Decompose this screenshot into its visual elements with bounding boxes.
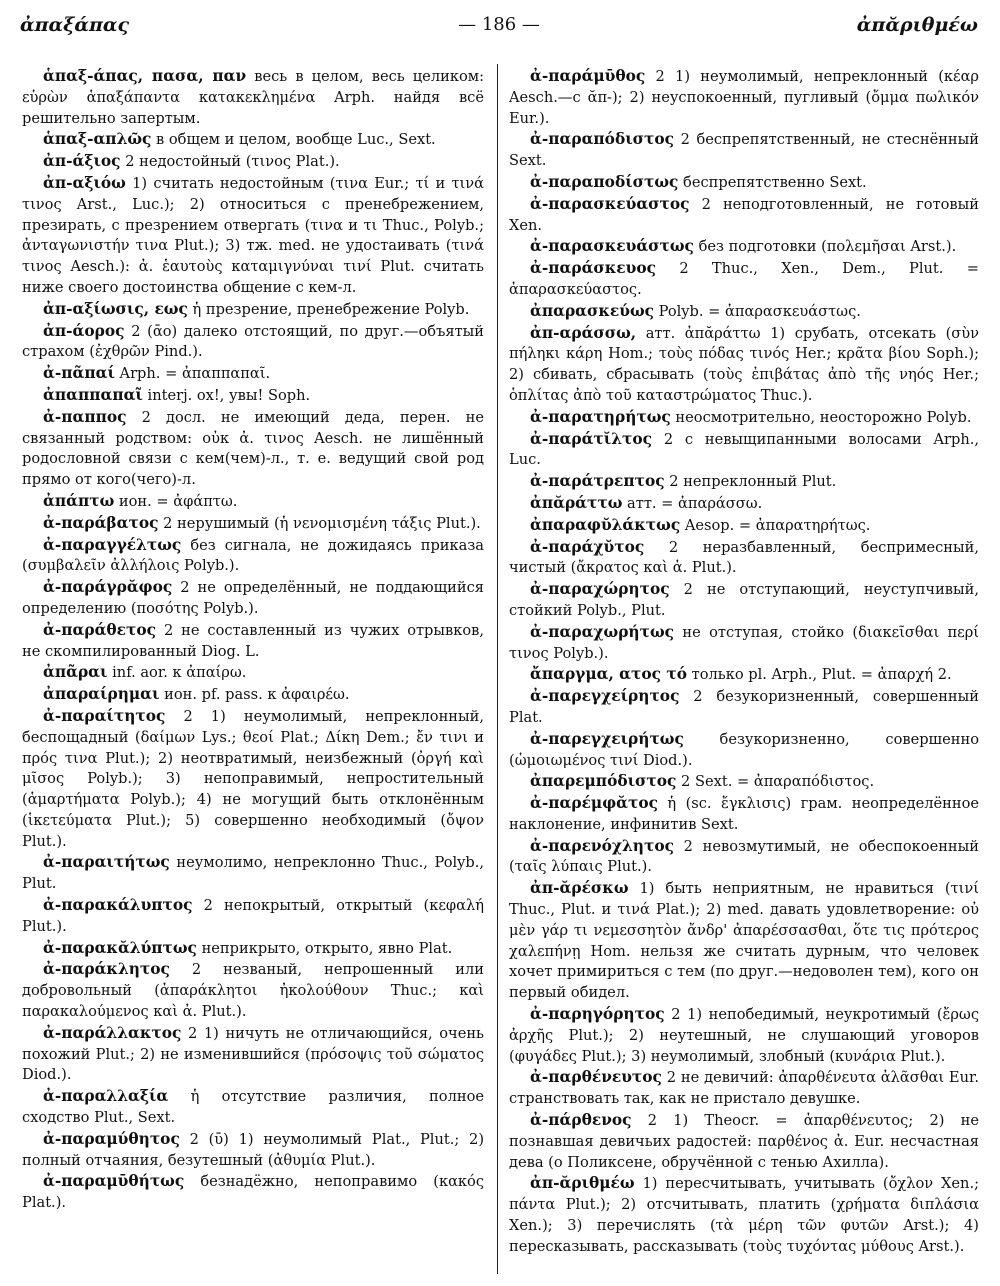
header-left-catchword: ἀπαξάπας [20, 14, 130, 36]
entry-headword: ἀπ-ᾰριθμέω [530, 1174, 635, 1193]
dictionary-entry [22, 66, 484, 129]
entry-definition: 1) считать недостойным (τινα Eur.; τί и τινά τινος Arst., Luc.); 2) относиться с пренебрежением, презирать, с презрением отвергать (τινα и τι Thuc., Polyb.; ἀνταγωνιστήν τινα Plut.); 3) тж. med. не удостаивать (τινά τινος Aesch.): ἀ. ἑαυτοὺς καταμιγνύναι τινί Plut. считать ниже своего достоинства общение с кем-л. [22, 174, 485, 296]
dictionary-entry [509, 129, 979, 172]
dictionary-entry [22, 385, 484, 407]
dictionary-entry [22, 1086, 484, 1129]
entry-definition: безнадёжно, непоправимо (κακός Plat.). [22, 1173, 485, 1212]
dictionary-entry [509, 429, 979, 472]
entry-headword: ἀ-παράλλακτος [43, 1023, 182, 1042]
entry-headword: ἁπαξ-άπας, πασα, παν [43, 67, 247, 85]
entry-headword: ἀ-παράχῠτος [530, 537, 645, 556]
entry-definition: 2 Sext. = ἀπαραπόδιστος. [681, 773, 875, 791]
entry-definition: весь в целом, весь целиком: εὑρὼν ἁπαξάπαντα κατακεκλημένα Arph. найдя всё решительно запертым. [22, 68, 484, 127]
header-right-catchword: ἀπᾰριθμέω [856, 14, 978, 36]
dictionary-entry [22, 662, 484, 684]
dictionary-entry [22, 129, 484, 151]
dictionary-entry [509, 622, 979, 665]
entry-headword: ἀ-παράθετος [43, 620, 157, 639]
dictionary-entry [509, 515, 979, 537]
entry-definition: 2 неразбавленный, беспримесный, чистый (ἄκρατος καὶ ἀ. Plut.). [509, 538, 979, 577]
entry-headword: ἀ-πᾶπαί [43, 364, 115, 383]
entry-definition: 2 непреклонный Plut. [669, 473, 837, 491]
dictionary-entry [22, 407, 484, 491]
entry-definition: 2 беспрепятственный, не стеснённый Sext. [509, 131, 980, 170]
entry-headword: ἀ-παρεγχείρητος [530, 687, 680, 706]
entry-definition: 2 1) неумолимый, непреклонный (κέαρ Aesch.—с ᾰπ-); 2) неуспокоенный, пугливый (ὄμμα πωλικόν Eur.). [509, 68, 980, 127]
entry-headword: ἀ-παραπόδιστος [530, 130, 675, 149]
entry-definition: inf. aor. к ἀπαίρω. [112, 664, 247, 682]
dictionary-entry [509, 236, 979, 258]
entry-definition: ион. pf. pass. к ἀφαιρέω. [164, 686, 350, 704]
entry-headword: ἀπαρεμπόδιστος [530, 772, 677, 791]
dictionary-entry [22, 706, 484, 853]
dictionary-entry [22, 299, 484, 321]
entry-headword: ἀπ-αξιόω [43, 173, 126, 192]
dictionary-entry [22, 173, 484, 299]
dictionary-entry [509, 793, 979, 836]
entry-definition: interj. ох!, увы! Soph. [147, 386, 311, 404]
entry-headword: ἀ-παρενόχλητος [530, 836, 674, 855]
entry-headword: ἀ-παραμῡθήτως [43, 1172, 185, 1191]
entry-headword: ἀ-παρθένευτος [530, 1068, 662, 1087]
entry-definition: неосмотрительно, неосторожно Polyb. [675, 408, 972, 426]
entry-headword: ἀ-παραμύθητος [43, 1129, 180, 1148]
entry-headword: ἄπαργμα, ατος τό [530, 665, 687, 684]
entry-definition: 1) пересчитывать, учитывать (ὄχλον Xen.; πάντα Plut.); 2) отсчитывать, платить (χρήματα διπλάσια Xen.); 3) перечислять (τὰ μέρη τῶν φυτῶν Arst.); 4) пересказывать, рассказывать (τοὺς τυχόντας μύθους Arst.). [509, 1175, 979, 1255]
entry-definition: Arph. = ἀπαππαπαῖ. [119, 365, 271, 383]
dictionary-entry [22, 151, 484, 173]
dictionary-entry [22, 852, 484, 895]
left-column [22, 66, 484, 1214]
dictionary-entry [22, 535, 484, 578]
entry-definition: 2 невозмутимый, не обеспокоенный (ταῖς λύπαις Plut.). [509, 837, 979, 876]
entry-headword: ἀπ-άξιος [43, 152, 121, 171]
entry-headword: ἀπᾶραι [43, 663, 108, 682]
entry-headword: ἀπ-αράσσω, [530, 323, 637, 342]
entry-definition: без подготовки (πολεμῆσαι Arst.). [698, 238, 957, 256]
entry-headword: ἀ-παρακᾰλύπτως [43, 938, 197, 957]
dictionary-entry [509, 836, 979, 879]
entry-definition: 2 Thuc., Xen., Dem., Plut. = ἀπαρασκεύαστος. [509, 260, 979, 298]
entry-headword: ἀ-παράμῡθος [530, 67, 646, 85]
entry-definition: не отступая, стойко (διακεῖσθαι περί τινος Polyb.). [509, 623, 980, 662]
dictionary-entry [22, 938, 484, 960]
entry-definition: безукоризненно, совершенно (ὡμοιωμένος τινί Diod.). [509, 730, 980, 769]
dictionary-entry [509, 471, 979, 493]
entry-definition: 2 нерушимый (ἡ νενομισμένη τάξις Plut.). [163, 514, 481, 532]
entry-definition: беспрепятственно Sext. [683, 173, 867, 191]
dictionary-entry [509, 323, 979, 407]
entry-headword: ἀ-παραχωρήτως [530, 622, 675, 641]
entry-headword: ἀ-παρατηρήτως [530, 407, 671, 426]
entry-headword: ἀπ-ᾰρέσκω [530, 879, 629, 898]
entry-definition: 2 1) Theocr. = ἀπαρθένευτος; 2) не познавшая девичьих радостей: παρθένος ἀ. Eur. несчастная дева (о Поликсене, обручённой с тенью Ахилла). [509, 1112, 980, 1171]
entry-headword: ἀ-παρεγχειρήτως [530, 729, 684, 748]
entry-definition: неприкрыто, открыто, явно Plat. [201, 939, 453, 957]
entry-headword: ἀ-παρέμφᾰτος [530, 794, 658, 813]
page-header [20, 14, 978, 46]
entry-headword: ἀ-παρηγόρητος [530, 1005, 665, 1024]
entry-definition: 1) быть неприятным, не нравиться (τινί Thuc., Plut. и τινά Plat.); 2) med. давать удовлетворение: οὐ μὲν γάρ τι νεμεσσητὸν ἄνδρ' ἀπαρέσσασθαι, ὅτε τις πρότερος χαλεπήνῃ Hom. нельзя же считать дурным, что человек хочет примириться с тем (по друг.—недоволен тем), кого он первый обидел. [509, 880, 979, 1002]
dictionary-entry [22, 1023, 484, 1086]
entry-headword: ἀ-παραιτήτως [43, 853, 170, 872]
entry-headword: ἀ-παραλλαξία [43, 1087, 169, 1106]
entry-headword: ἀπ-αξίωσις, εως [43, 299, 188, 318]
entry-headword: ἀ-παράβατος [43, 513, 159, 532]
entry-headword: ἀπαραφῠλάκτως [530, 515, 681, 534]
dictionary-entry [22, 1171, 484, 1214]
entry-definition: 2 с невыщипанными волосами Arph., Luc. [509, 430, 980, 469]
entry-definition: атт. = ἀπαράσσω. [627, 494, 763, 512]
right-column [509, 66, 979, 1258]
dictionary-entry [509, 1110, 979, 1173]
entry-headword: ἀ-παρακάλυπτος [43, 896, 193, 915]
entry-headword: ἀπαραίρημαι [43, 685, 160, 704]
entry-definition: 2 досл. не имеющий деда, перен. не связанный родством: οὐκ ἀ. τινος Aesch. не лишённый родословной связи с кем(чем)-л., т. е. ведущий свой род прямо от кого(чего)-л. [22, 408, 485, 489]
entry-headword: ἀ-παρασκεύαστος [530, 194, 690, 213]
dictionary-entry [509, 1067, 979, 1110]
entry-definition: 2 1) неумолимый, непреклонный, беспощадный (δαίμων Lys.; θεοί Plat.; Δίκη Dem.; ἔν τινι и πρός τινα Plut.); 2) неотвратимый, неизбежный (ὀργή καὶ μῖσος Polyb.); 3) непоправимый, непростительный (ἁμαρτήματα Polyb.); 4) не могущий быть отклонённым (ἱκετεύματα Plut.); 5) совершенно необходимый (ὄψον Plut.). [22, 707, 485, 850]
entry-headword: ἀ-παράτῐλτος [530, 429, 653, 448]
entry-definition: 2 непокрытый, открытый (κεφαλή Plut.). [22, 897, 484, 935]
dictionary-entry [22, 959, 484, 1022]
entry-headword: ἀπαππαπαῖ [43, 385, 143, 404]
dictionary-entry [509, 258, 979, 301]
entry-definition: без сигнала, не дожидаясь приказа (συμβαλεῖν ἀλλήλοις Polyb.). [22, 536, 485, 575]
dictionary-entry [22, 513, 484, 535]
entry-definition: 2 неподготовленный, не готовый Xen. [509, 195, 979, 234]
column-divider [497, 64, 498, 1274]
entry-headword: ἀ-παράσκευος [530, 259, 656, 278]
dictionary-entry [509, 664, 979, 686]
dictionary-entry [509, 771, 979, 793]
entry-headword: ἀ-παππος [43, 407, 127, 426]
entry-headword: ἀπᾰράττω [530, 493, 623, 512]
entry-definition: неумолимо, непреклонно Thuc., Polyb., Plut. [22, 854, 485, 893]
entry-definition: 2 не определённый, не поддающийся определению (ποσότης Polyb.). [22, 579, 484, 617]
entry-headword: ἀ-παραίτητος [43, 706, 166, 725]
dictionary-entry [22, 1129, 484, 1172]
entry-headword: ἀπάπτω [43, 491, 115, 510]
dictionary-entry [22, 620, 484, 663]
entry-headword: ἁπαξ-απλῶς [43, 130, 152, 149]
dictionary-entry [509, 301, 979, 323]
entry-definition: 2 безукоризненный, совершенный Plat. [509, 688, 980, 726]
entry-definition: Aesop. = ἀπαρατηρήτως. [684, 516, 871, 534]
entry-headword: ἀ-παράτρεπτος [530, 472, 665, 491]
entry-definition: 2 незваный, непрошенный или добровольный (ἀπαράκλητοι ἠκολούθουν Thuc.; καὶ παρακαλούμενος καὶ ἀ. Plut.). [22, 961, 485, 1021]
entry-headword: ἀ-παραγγέλτως [43, 535, 182, 554]
dictionary-entry [22, 895, 484, 938]
dictionary-entry [509, 407, 979, 429]
dictionary-entry [509, 1004, 979, 1067]
entry-definition: 2 не девичий: ἀπαρθένευτα ἀλᾶσθαι Eur. странствовать так, как не пристало девушке. [509, 1069, 979, 1108]
entry-headword: ἀ-παράκλητος [43, 960, 170, 979]
entry-headword: ἀ-παρασκευάστως [530, 237, 694, 256]
dictionary-entry [509, 172, 979, 194]
dictionary-entry [509, 878, 979, 1004]
dictionary-entry [509, 493, 979, 515]
entry-definition: 2 не составленный из чужих отрывков, не скомпилированный Diog. L. [22, 621, 484, 660]
entry-definition: ἡ (sc. ἔγκλισις) грам. неопределённое наклонение, инфинитив Sext. [509, 795, 979, 833]
entry-definition: ἡ презрение, пренебрежение Polyb. [192, 300, 470, 318]
dictionary-entry [509, 729, 979, 772]
dictionary-entry [509, 579, 979, 622]
dictionary-entry [22, 491, 484, 513]
dictionary-entry [22, 577, 484, 620]
dictionary-entry [22, 684, 484, 706]
dictionary-entry [509, 537, 979, 580]
entry-definition: 2 1) ничуть не отличающийся, очень похожий Plut.; 2) не изменившийся (πρόσοψις τοῦ σώματος Diod.). [22, 1024, 485, 1084]
entry-headword: ἀ-πάρθενος [530, 1111, 632, 1130]
entry-definition: только pl. Arph., Plut. = ἀπαρχή 2. [691, 666, 952, 684]
entry-definition: в общем и целом, вообще Luc., Sext. [156, 131, 436, 149]
entry-definition: ион. = ἀφάπτω. [118, 492, 238, 510]
dictionary-entry [509, 194, 979, 237]
entry-definition: 2 (ᾱο) далеко отстоящий, по друг.—объятый страхом (ἐχθρῶν Pind.). [22, 322, 485, 361]
entry-headword: ἀπ-άορος [43, 321, 125, 340]
entry-headword: ἀ-παράγρᾰφος [43, 578, 173, 597]
entry-definition: 2 (ῡ) 1) неумолимый Plat., Plut.; 2) полный отчаяния, безутешный (ἀθυμία Plut.). [22, 1130, 485, 1169]
entry-headword: ἀ-παραχώρητος [530, 580, 670, 599]
entry-definition: 2 не отступающий, неуступчивый, стойкий Polyb., Plut. [509, 581, 980, 619]
dictionary-entry [509, 66, 979, 129]
page-number: — 186 — [458, 14, 540, 35]
entry-headword: ἀ-παραποδίστως [530, 172, 679, 191]
dictionary-entry [22, 363, 484, 385]
dictionary-entry [509, 686, 979, 729]
entry-definition: 2 1) непобедимый, неукротимый (ἔρως ἀρχῆς Plut.); 2) неутешный, не слушающий уговоров (φυγάδες Plut.); 3) неумолимый, злобный (κυνάρια Plut.). [509, 1006, 979, 1065]
dictionary-entry [22, 321, 484, 364]
dictionary-entry [509, 1173, 979, 1257]
entry-definition: Polyb. = ἀπαρασκευάστως. [658, 302, 861, 320]
entry-definition: атт. ἀπᾰράττω 1) срубать, отсекать (σὺν πήληκι κάρη Hom.; τοὺς πόδας τινός Her.; κρᾶτα βίου Soph.); 2) сбивать, сбрасывать (τοὺς ἐπιβάτας ἀπὸ τῆς νηός Her.; ὁπλίτας ἀπὸ τοῦ καταστρώματος Thuc.). [509, 324, 979, 404]
entry-headword: ἀπαρασκεύως [530, 301, 654, 320]
entry-definition: 2 недостойный (τινος Plat.). [125, 153, 340, 171]
entry-definition: ἡ отсутствие различия, полное сходство Plut., Sext. [22, 1088, 484, 1127]
